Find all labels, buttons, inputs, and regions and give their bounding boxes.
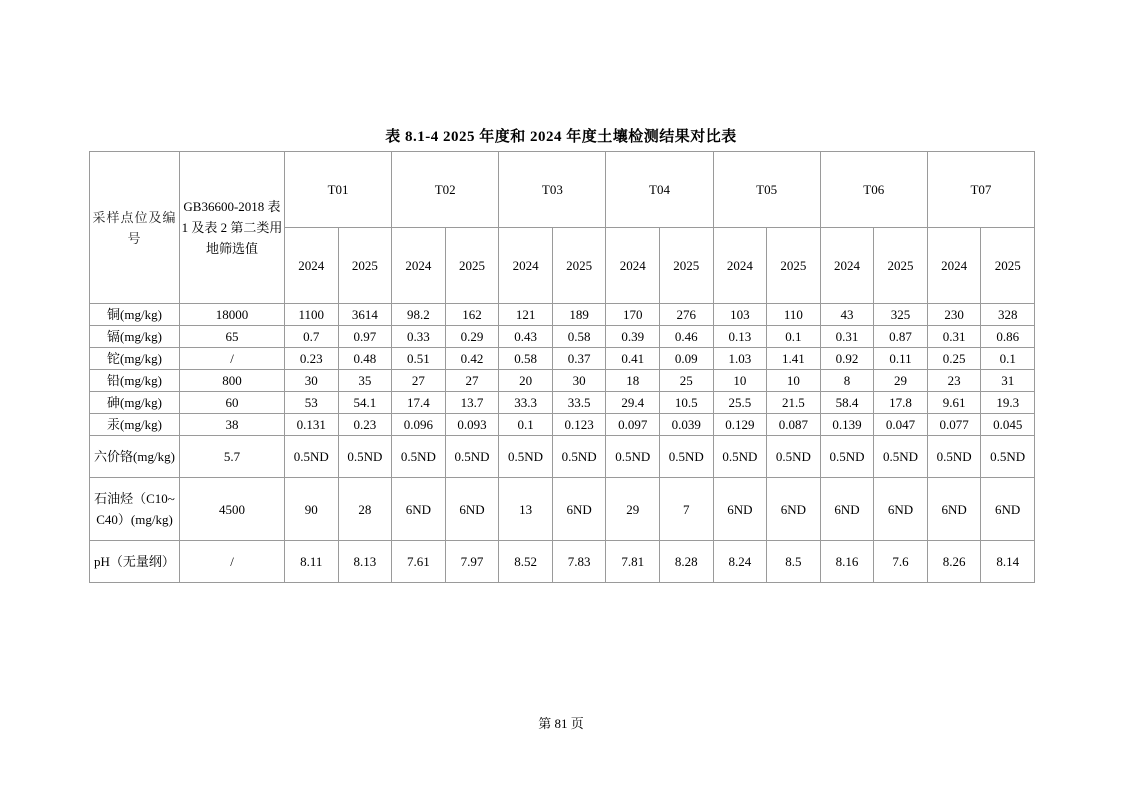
result-cell: 8.13 (338, 541, 392, 583)
result-cell: 6ND (552, 478, 606, 541)
result-cell: 0.46 (659, 326, 713, 348)
result-cell: 9.61 (927, 392, 981, 414)
soil-comparison-table (89, 151, 1035, 583)
result-cell: 29 (874, 370, 928, 392)
result-cell: 6ND (767, 478, 821, 541)
row-label: pH（无量纲） (90, 541, 180, 583)
result-cell: 0.1 (767, 326, 821, 348)
result-cell: 0.33 (392, 326, 446, 348)
page-number: 第 81 页 (538, 716, 584, 731)
site-header: T06 (820, 152, 927, 228)
result-cell: 0.41 (606, 348, 660, 370)
result-cell: 0.86 (981, 326, 1035, 348)
point-label-header: 采样点位及编号 (90, 152, 180, 304)
standard-value: 5.7 (180, 436, 285, 478)
result-cell: 10 (767, 370, 821, 392)
result-cell: 328 (981, 304, 1035, 326)
result-cell: 6ND (392, 478, 446, 541)
result-cell: 325 (874, 304, 928, 326)
standard-value: 38 (180, 414, 285, 436)
result-cell: 110 (767, 304, 821, 326)
result-cell: 23 (927, 370, 981, 392)
site-header: T01 (285, 152, 392, 228)
result-cell: 10 (713, 370, 767, 392)
result-cell: 189 (552, 304, 606, 326)
result-cell: 0.087 (767, 414, 821, 436)
year-header: 2025 (981, 228, 1035, 304)
result-cell: 18 (606, 370, 660, 392)
row-label: 铊(mg/kg) (90, 348, 180, 370)
result-cell: 6ND (874, 478, 928, 541)
result-cell: 6ND (981, 478, 1035, 541)
row-label: 铅(mg/kg) (90, 370, 180, 392)
result-cell: 0.5ND (606, 436, 660, 478)
result-cell: 0.5ND (820, 436, 874, 478)
result-cell: 0.92 (820, 348, 874, 370)
row-label: 六价铬(mg/kg) (90, 436, 180, 478)
year-header: 2025 (767, 228, 821, 304)
table-row (90, 541, 1035, 583)
result-cell: 6ND (820, 478, 874, 541)
result-cell: 8.11 (285, 541, 339, 583)
result-cell: 162 (445, 304, 499, 326)
result-cell: 8.16 (820, 541, 874, 583)
result-cell: 7.81 (606, 541, 660, 583)
table-row (90, 392, 1035, 414)
result-cell: 20 (499, 370, 553, 392)
result-cell: 8.5 (767, 541, 821, 583)
table-row (90, 304, 1035, 326)
result-cell: 8.24 (713, 541, 767, 583)
result-cell: 0.37 (552, 348, 606, 370)
result-cell: 25.5 (713, 392, 767, 414)
result-cell: 0.13 (713, 326, 767, 348)
row-label: 汞(mg/kg) (90, 414, 180, 436)
result-cell: 8 (820, 370, 874, 392)
result-cell: 0.1 (499, 414, 553, 436)
result-cell: 0.045 (981, 414, 1035, 436)
result-cell: 7.6 (874, 541, 928, 583)
row-label: 镉(mg/kg) (90, 326, 180, 348)
result-cell: 0.29 (445, 326, 499, 348)
result-cell: 0.097 (606, 414, 660, 436)
result-cell: 8.26 (927, 541, 981, 583)
year-header: 2024 (713, 228, 767, 304)
result-cell: 0.58 (552, 326, 606, 348)
result-cell: 54.1 (338, 392, 392, 414)
result-cell: 17.4 (392, 392, 446, 414)
result-cell: 6ND (927, 478, 981, 541)
result-cell: 0.87 (874, 326, 928, 348)
table-row (90, 414, 1035, 436)
year-header: 2024 (285, 228, 339, 304)
result-cell: 0.139 (820, 414, 874, 436)
result-cell: 103 (713, 304, 767, 326)
result-cell: 0.5ND (285, 436, 339, 478)
year-header: 2025 (552, 228, 606, 304)
result-cell: 0.25 (927, 348, 981, 370)
result-cell: 121 (499, 304, 553, 326)
table-row (90, 348, 1035, 370)
result-cell: 29.4 (606, 392, 660, 414)
result-cell: 276 (659, 304, 713, 326)
result-cell: 230 (927, 304, 981, 326)
result-cell: 0.047 (874, 414, 928, 436)
result-cell: 53 (285, 392, 339, 414)
result-cell: 30 (552, 370, 606, 392)
standard-value: 4500 (180, 478, 285, 541)
standard-value: 18000 (180, 304, 285, 326)
year-header: 2024 (820, 228, 874, 304)
result-cell: 1.03 (713, 348, 767, 370)
result-cell: 27 (392, 370, 446, 392)
result-cell: 17.8 (874, 392, 928, 414)
year-header: 2024 (499, 228, 553, 304)
year-header: 2024 (392, 228, 446, 304)
result-cell: 10.5 (659, 392, 713, 414)
result-cell: 0.7 (285, 326, 339, 348)
year-header: 2025 (874, 228, 928, 304)
result-cell: 0.5ND (338, 436, 392, 478)
result-cell: 35 (338, 370, 392, 392)
result-cell: 0.093 (445, 414, 499, 436)
result-cell: 0.11 (874, 348, 928, 370)
standard-value: / (180, 541, 285, 583)
result-cell: 13 (499, 478, 553, 541)
year-header: 2025 (338, 228, 392, 304)
result-cell: 0.096 (392, 414, 446, 436)
result-cell: 58.4 (820, 392, 874, 414)
result-cell: 0.5ND (767, 436, 821, 478)
result-cell: 3614 (338, 304, 392, 326)
result-cell: 0.5ND (659, 436, 713, 478)
table-row (90, 326, 1035, 348)
standard-value: / (180, 348, 285, 370)
result-cell: 0.123 (552, 414, 606, 436)
result-cell: 0.5ND (874, 436, 928, 478)
result-cell: 170 (606, 304, 660, 326)
result-cell: 8.28 (659, 541, 713, 583)
result-cell: 0.43 (499, 326, 553, 348)
result-cell: 7.61 (392, 541, 446, 583)
row-label: 砷(mg/kg) (90, 392, 180, 414)
result-cell: 25 (659, 370, 713, 392)
result-cell: 21.5 (767, 392, 821, 414)
result-cell: 6ND (445, 478, 499, 541)
site-header: T04 (606, 152, 713, 228)
result-cell: 0.131 (285, 414, 339, 436)
table-row (90, 370, 1035, 392)
table-title: 表 8.1-4 2025 年度和 2024 年度土壤检测结果对比表 (385, 129, 737, 145)
result-cell: 0.23 (285, 348, 339, 370)
result-cell: 0.5ND (713, 436, 767, 478)
result-cell: 0.5ND (499, 436, 553, 478)
result-cell: 0.129 (713, 414, 767, 436)
result-cell: 0.039 (659, 414, 713, 436)
result-cell: 1.41 (767, 348, 821, 370)
result-cell: 27 (445, 370, 499, 392)
result-cell: 8.14 (981, 541, 1035, 583)
result-cell: 13.7 (445, 392, 499, 414)
standard-header: GB36600-2018 表 1 及表 2 第二类用地筛选值 (180, 152, 285, 304)
result-cell: 19.3 (981, 392, 1035, 414)
site-header: T05 (713, 152, 820, 228)
result-cell: 6ND (713, 478, 767, 541)
result-cell: 1100 (285, 304, 339, 326)
result-cell: 98.2 (392, 304, 446, 326)
result-cell: 28 (338, 478, 392, 541)
result-cell: 0.23 (338, 414, 392, 436)
result-cell: 0.58 (499, 348, 553, 370)
result-cell: 0.5ND (981, 436, 1035, 478)
site-header: T03 (499, 152, 606, 228)
result-cell: 0.09 (659, 348, 713, 370)
standard-value: 65 (180, 326, 285, 348)
header-row-sites (90, 152, 1035, 228)
result-cell: 0.5ND (927, 436, 981, 478)
year-header: 2025 (445, 228, 499, 304)
result-cell: 0.5ND (392, 436, 446, 478)
result-cell: 0.48 (338, 348, 392, 370)
result-cell: 0.31 (927, 326, 981, 348)
result-cell: 0.51 (392, 348, 446, 370)
year-header: 2024 (606, 228, 660, 304)
result-cell: 90 (285, 478, 339, 541)
year-header: 2025 (659, 228, 713, 304)
result-cell: 8.52 (499, 541, 553, 583)
site-header: T07 (927, 152, 1034, 228)
result-cell: 7.83 (552, 541, 606, 583)
site-header: T02 (392, 152, 499, 228)
table-row (90, 478, 1035, 541)
result-cell: 29 (606, 478, 660, 541)
result-cell: 7 (659, 478, 713, 541)
result-cell: 0.31 (820, 326, 874, 348)
result-cell: 0.1 (981, 348, 1035, 370)
result-cell: 33.3 (499, 392, 553, 414)
result-cell: 43 (820, 304, 874, 326)
result-cell: 7.97 (445, 541, 499, 583)
result-cell: 0.42 (445, 348, 499, 370)
table-row (90, 436, 1035, 478)
result-cell: 33.5 (552, 392, 606, 414)
year-header: 2024 (927, 228, 981, 304)
result-cell: 30 (285, 370, 339, 392)
row-label: 石油烃（C10~C40）(mg/kg) (90, 478, 180, 541)
result-cell: 0.077 (927, 414, 981, 436)
standard-value: 800 (180, 370, 285, 392)
row-label: 铜(mg/kg) (90, 304, 180, 326)
result-cell: 0.5ND (445, 436, 499, 478)
standard-value: 60 (180, 392, 285, 414)
result-cell: 0.97 (338, 326, 392, 348)
result-cell: 0.39 (606, 326, 660, 348)
result-cell: 31 (981, 370, 1035, 392)
result-cell: 0.5ND (552, 436, 606, 478)
